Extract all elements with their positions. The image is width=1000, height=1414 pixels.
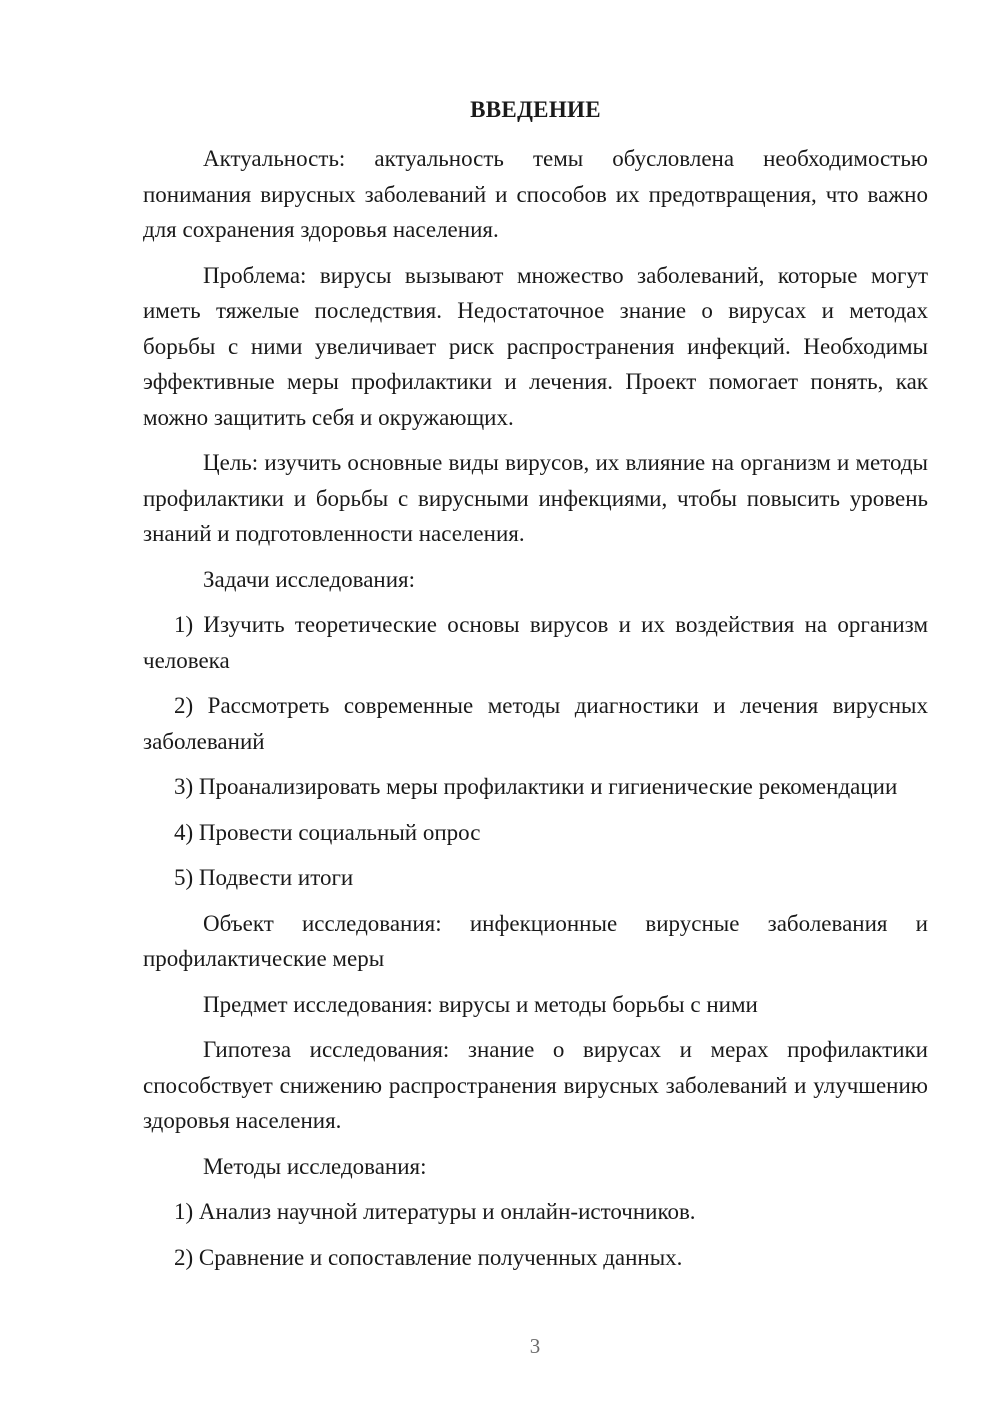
method-item: 2) Сравнение и сопоставление полученных данных. bbox=[174, 1244, 683, 1270]
paragraph-relevance: Актуальность: актуальность темы обусловлена необходимостью понимания вирусных заболеваний и способов их предотвращения, что важно для сохранения здоровья населения. bbox=[143, 146, 928, 242]
task-item: 5) Подвести итоги bbox=[174, 865, 354, 890]
paragraph-hypothesis: Гипотеза исследования: знание о вирусах и мерах профилактики способствует снижению распространения вирусных заболеваний и улучшению здоровья населения. bbox=[143, 1037, 928, 1133]
paragraph-tasks-heading: Задачи исследования: bbox=[203, 566, 416, 592]
paragraph-problem: Проблема: вирусы вызывают множество заболеваний, которые могут иметь тяжелые последствия. Недостаточное знание о вирусах и методах борьбы с ними увеличивает риск распространения инфекций. Необходимы эффективные меры профилактики и лечения. Проект помогает понять, как можно защитить себя и окружающих. bbox=[143, 262, 928, 430]
task-item: 1) Изучить теоретические основы вирусов и их воздействия на организм человека bbox=[143, 612, 928, 673]
paragraph-subject: Предмет исследования: вирусы и методы борьбы с ними bbox=[203, 991, 758, 1017]
method-item: 1) Анализ научной литературы и онлайн-источников. bbox=[174, 1199, 696, 1224]
section-title: ВВЕДЕНИЕ bbox=[470, 97, 601, 122]
paragraph-goal: Цель: изучить основные виды вирусов, их влияние на организм и методы профилактики и борьбы с вирусными инфекциями, чтобы повысить уровень знаний и подготовленности населения. bbox=[143, 450, 928, 546]
page-content bbox=[143, 92, 928, 1285]
paragraph-methods-heading: Методы исследования: bbox=[203, 1153, 427, 1179]
page-number: 3 bbox=[529, 1334, 541, 1358]
paragraph-object: Объект исследования: инфекционные вирусные заболевания и профилактические меры bbox=[143, 910, 928, 971]
task-item: 4) Провести социальный опрос bbox=[174, 819, 481, 845]
task-item: 3) Проанализировать меры профилактики и гигиенические рекомендации bbox=[174, 774, 898, 799]
task-item: 2) Рассмотреть современные методы диагностики и лечения вирусных заболеваний bbox=[143, 693, 928, 754]
